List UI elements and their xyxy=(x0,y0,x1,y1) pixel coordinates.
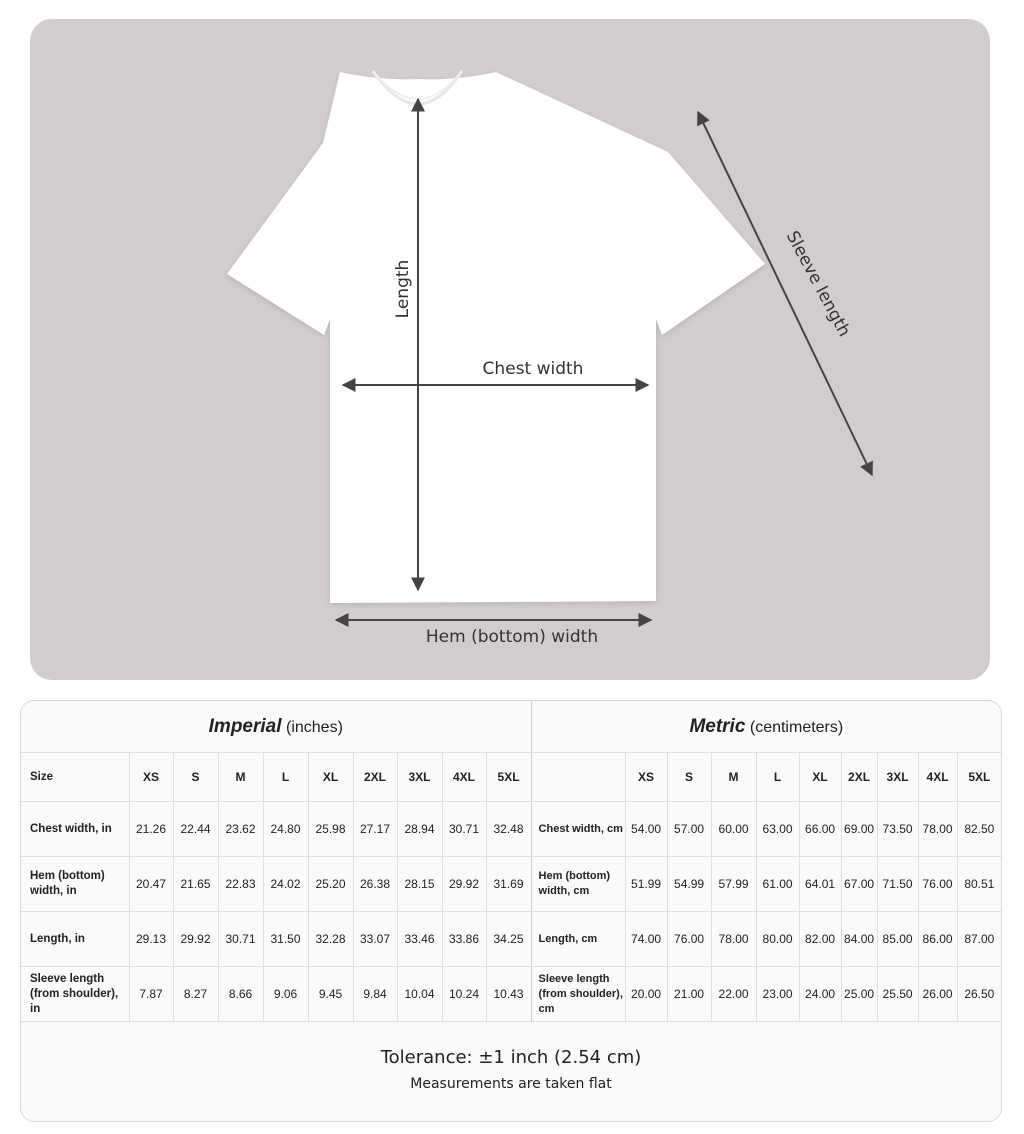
table-cell: 30.71 xyxy=(442,802,486,857)
table-cell: 20.47 xyxy=(129,857,173,912)
metric-row-label: Chest width, cm xyxy=(531,802,625,857)
imperial-size-3xl: 3XL xyxy=(397,753,442,802)
table-cell: 30.71 xyxy=(218,912,263,967)
table-cell: 57.00 xyxy=(667,802,711,857)
table-cell: 73.50 xyxy=(877,802,918,857)
metric-size-l: L xyxy=(756,753,799,802)
table-cell: 85.00 xyxy=(877,912,918,967)
table-cell: 82.00 xyxy=(799,912,841,967)
table-row xyxy=(21,802,1001,857)
table-cell: 29.92 xyxy=(442,857,486,912)
table-cell: 86.00 xyxy=(918,912,957,967)
sleeve-length-label: Sleeve length xyxy=(781,227,855,341)
metric-unit: (centimeters) xyxy=(749,718,844,736)
table-cell: 22.44 xyxy=(173,802,218,857)
imperial-row-label: Chest width, in xyxy=(21,802,129,857)
table-cell: 54.99 xyxy=(667,857,711,912)
table-cell: 21.26 xyxy=(129,802,173,857)
table-cell: 26.00 xyxy=(918,967,957,1022)
table-cell: 22.00 xyxy=(711,967,756,1022)
size-chart-footer xyxy=(21,1043,1001,1092)
table-cell: 87.00 xyxy=(957,912,1001,967)
table-cell: 64.01 xyxy=(799,857,841,912)
table-cell: 78.00 xyxy=(918,802,957,857)
table-cell: 74.00 xyxy=(625,912,667,967)
measurement-diagram xyxy=(30,19,990,680)
table-cell: 32.48 xyxy=(486,802,531,857)
table-cell: 29.13 xyxy=(129,912,173,967)
table-cell: 28.94 xyxy=(397,802,442,857)
table-cell: 10.43 xyxy=(486,967,531,1022)
tshirt-diagram-svg xyxy=(30,19,990,680)
table-cell: 27.17 xyxy=(353,802,397,857)
metric-size-4xl: 4XL xyxy=(918,753,957,802)
table-cell: 33.07 xyxy=(353,912,397,967)
table-cell: 80.51 xyxy=(957,857,1001,912)
table-cell: 7.87 xyxy=(129,967,173,1022)
table-cell: 21.00 xyxy=(667,967,711,1022)
tshirt-shape xyxy=(227,71,765,603)
table-cell: 10.24 xyxy=(442,967,486,1022)
imperial-size-xs: XS xyxy=(129,753,173,802)
table-cell: 24.02 xyxy=(263,857,308,912)
length-label: Length xyxy=(393,259,413,319)
table-cell: 9.06 xyxy=(263,967,308,1022)
table-cell: 61.00 xyxy=(756,857,799,912)
table-cell: 51.99 xyxy=(625,857,667,912)
table-cell: 8.27 xyxy=(173,967,218,1022)
imperial-unit: (inches) xyxy=(285,718,343,736)
metric-row-label: Hem (bottom) width, cm xyxy=(531,857,625,912)
size-header-row xyxy=(21,753,1001,802)
table-cell: 25.98 xyxy=(308,802,353,857)
metric-size-m: M xyxy=(711,753,756,802)
size-chart-card xyxy=(20,700,1002,1122)
table-cell: 24.00 xyxy=(799,967,841,1022)
table-cell: 60.00 xyxy=(711,802,756,857)
table-cell: 10.04 xyxy=(397,967,442,1022)
tolerance-text: Tolerance: ±1 inch (2.54 cm) xyxy=(380,1047,642,1068)
table-cell: 28.15 xyxy=(397,857,442,912)
imperial-title-cell xyxy=(21,701,531,753)
table-cell: 78.00 xyxy=(711,912,756,967)
table-cell: 20.00 xyxy=(625,967,667,1022)
metric-row-label: Length, cm xyxy=(531,912,625,967)
sleeve-length-arrow xyxy=(698,112,872,475)
table-cell: 31.69 xyxy=(486,857,531,912)
table-cell: 33.86 xyxy=(442,912,486,967)
table-cell: 26.38 xyxy=(353,857,397,912)
table-cell: 66.00 xyxy=(799,802,841,857)
imperial-size-l: L xyxy=(263,753,308,802)
table-cell: 23.00 xyxy=(756,967,799,1022)
table-cell: 71.50 xyxy=(877,857,918,912)
table-cell: 26.50 xyxy=(957,967,1001,1022)
metric-size-5xl: 5XL xyxy=(957,753,1001,802)
chest-width-label: Chest width xyxy=(482,359,584,379)
metric-size-s: S xyxy=(667,753,711,802)
table-cell: 33.46 xyxy=(397,912,442,967)
imperial-size-4xl: 4XL xyxy=(442,753,486,802)
metric-size-2xl: 2XL xyxy=(841,753,877,802)
table-cell: 67.00 xyxy=(841,857,877,912)
table-cell: 80.00 xyxy=(756,912,799,967)
imperial-size-2xl: 2XL xyxy=(353,753,397,802)
table-cell: 76.00 xyxy=(918,857,957,912)
table-cell: 76.00 xyxy=(667,912,711,967)
metric-size-header-empty xyxy=(531,753,625,802)
metric-size-xs: XS xyxy=(625,753,667,802)
table-row xyxy=(21,857,1001,912)
metric-size-xl: XL xyxy=(799,753,841,802)
imperial-size-xl: XL xyxy=(308,753,353,802)
table-cell: 84.00 xyxy=(841,912,877,967)
table-cell: 31.50 xyxy=(263,912,308,967)
table-cell: 25.50 xyxy=(877,967,918,1022)
imperial-row-label: Hem (bottom) width, in xyxy=(21,857,129,912)
table-cell: 34.25 xyxy=(486,912,531,967)
table-row xyxy=(21,912,1001,967)
table-cell: 69.00 xyxy=(841,802,877,857)
table-cell: 8.66 xyxy=(218,967,263,1022)
table-cell: 24.80 xyxy=(263,802,308,857)
hem-width-label: Hem (bottom) width xyxy=(425,627,599,647)
measurement-note: Measurements are taken flat xyxy=(410,1076,612,1092)
imperial-row-label: Length, in xyxy=(21,912,129,967)
imperial-title: Imperial xyxy=(208,715,282,737)
table-cell: 22.83 xyxy=(218,857,263,912)
imperial-size-5xl: 5XL xyxy=(486,753,531,802)
metric-title: Metric xyxy=(689,715,746,737)
table-cell: 63.00 xyxy=(756,802,799,857)
table-cell: 54.00 xyxy=(625,802,667,857)
table-cell: 29.92 xyxy=(173,912,218,967)
metric-title-cell xyxy=(531,701,1001,753)
table-row xyxy=(21,967,1001,1022)
imperial-row-label: Sleeve length (from shoulder), in xyxy=(21,967,129,1022)
table-cell: 25.20 xyxy=(308,857,353,912)
imperial-size-m: M xyxy=(218,753,263,802)
size-chart-table xyxy=(21,701,1001,1022)
size-header: Size xyxy=(21,753,129,802)
table-cell: 82.50 xyxy=(957,802,1001,857)
table-cell: 9.84 xyxy=(353,967,397,1022)
table-cell: 25.00 xyxy=(841,967,877,1022)
table-cell: 9.45 xyxy=(308,967,353,1022)
table-cell: 21.65 xyxy=(173,857,218,912)
system-title-row xyxy=(21,701,1001,753)
metric-row-label: Sleeve length (from shoulder), cm xyxy=(531,967,625,1022)
table-cell: 32.28 xyxy=(308,912,353,967)
table-cell: 23.62 xyxy=(218,802,263,857)
imperial-size-s: S xyxy=(173,753,218,802)
table-cell: 57.99 xyxy=(711,857,756,912)
metric-size-3xl: 3XL xyxy=(877,753,918,802)
